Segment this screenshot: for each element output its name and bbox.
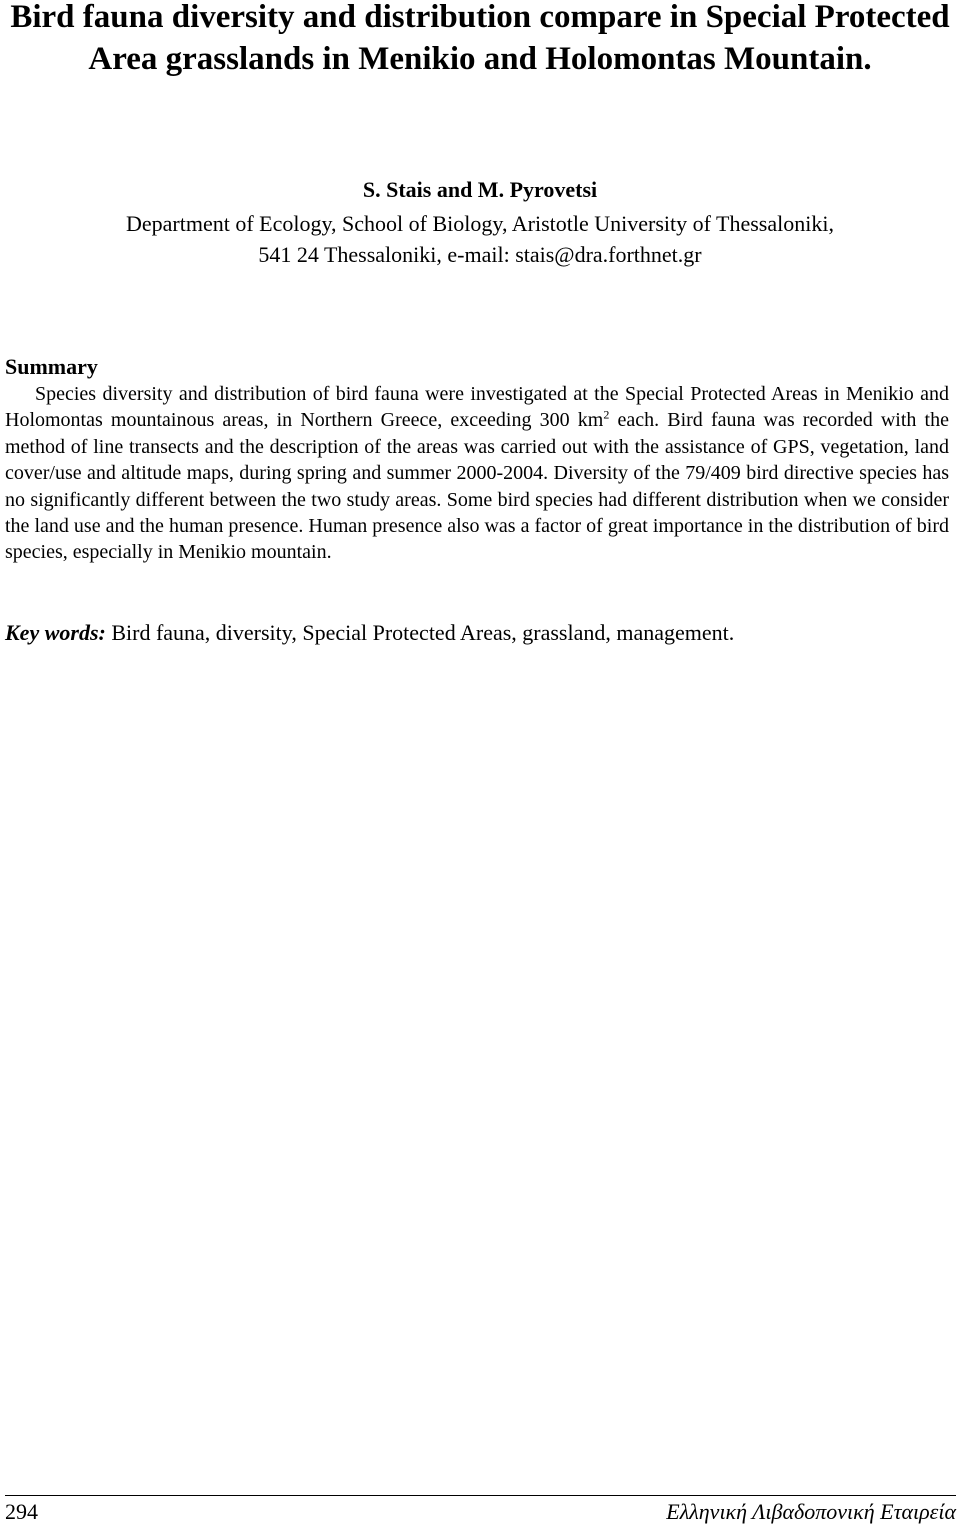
keywords: [5, 619, 734, 647]
footer-divider: [5, 1495, 956, 1496]
summary-text: [5, 381, 949, 566]
affiliation-line-1: Department of Ecology, School of Biology, Aristotle University of Thessaloniki,: [126, 211, 834, 236]
paper-title: Bird fauna diversity and distribution compare in Special Protected Area grasslands in Menikio and Holomontas Mountain.: [10, 0, 950, 77]
summary-text-part-2: each. Bird fauna was recorded with the method of line transects and the description of the areas was carried out with the assistance of GPS, vegetation, land cover/use and altitude maps, during spring and summer 2000-2004. Diversity of the 79/409 bird directive species has no significantly different between the two study areas. Some bird species had different distribution when we consider the land use and the human presence. Human presence also was a factor of great importance in the distribution of bird species, especially in Menikio mountain.: [5, 409, 949, 564]
superscript-2: 2: [603, 407, 610, 422]
affiliation: [0, 208, 960, 270]
page-number: 294: [5, 1499, 38, 1524]
authors: S. Stais and M. Pyrovetsi: [362, 177, 598, 202]
keywords-text: Bird fauna, diversity, Special Protected Areas, grassland, management.: [105, 620, 735, 645]
keywords-label: Key words:: [5, 620, 106, 645]
summary-text-part-1: Species diversity and distribution of bird fauna were investigated at the Special Protected Areas in Menikio and Holomontas mountainous areas, in Northern Greece, exceeding 300 km: [5, 383, 949, 432]
summary-heading: Summary: [5, 354, 98, 379]
journal-name: Ελληνική Λιβαδοπονική Εταιρεία: [666, 1499, 956, 1524]
affiliation-line-2: 541 24 Thessaloniki, e-mail: stais@dra.forthnet.gr: [258, 242, 702, 267]
